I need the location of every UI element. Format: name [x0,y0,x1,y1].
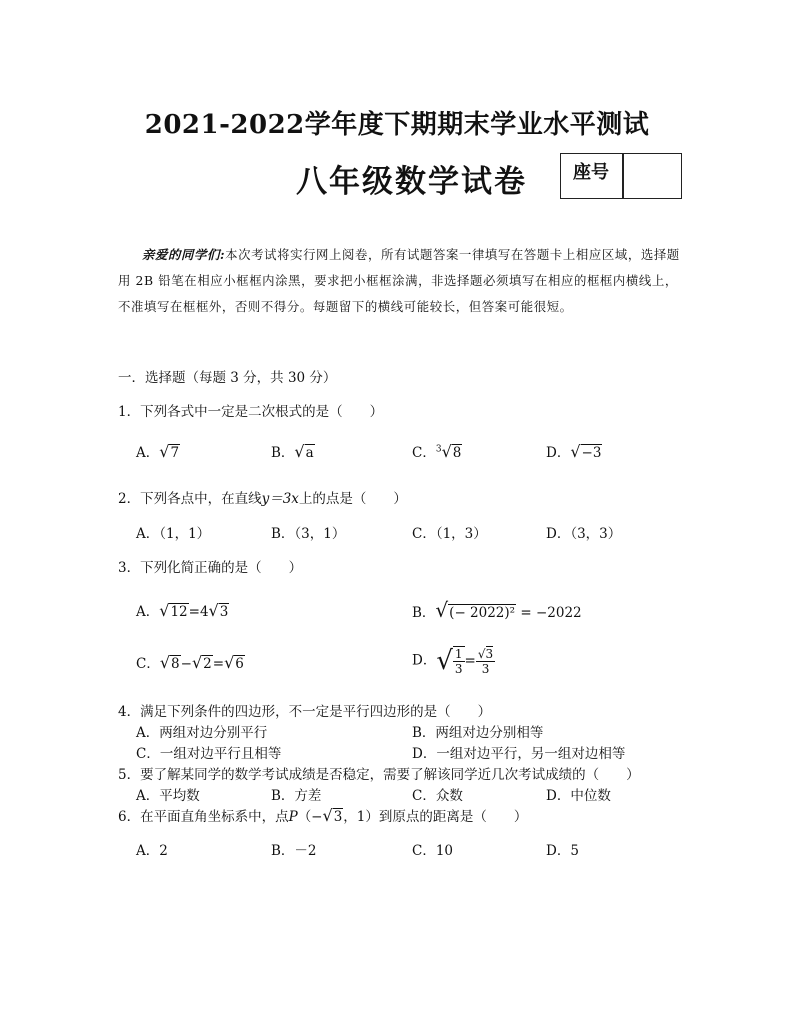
q1-option-d: D．√−3 [546,442,602,461]
q1-d-value: −3 [581,445,602,461]
q3-d-numerator: 1 [454,647,463,661]
q3-c-minus: − [180,656,192,672]
q3-option-d: D．√ $\frac{1}{3}$ = $\frac{√3}{3}$ [412,646,494,676]
q2-equation: y＝3x [261,491,299,507]
q1-a-value: 7 [170,445,180,461]
q3-b-label: B． [412,605,436,621]
q3-d-denominator: 3 [454,662,463,676]
seat-box-divider [622,154,624,198]
q4-option-c: C．一组对边平行且相等 [136,746,282,762]
q3-c-rad1: 8 [171,656,180,672]
q5-option-d: D．中位数 [546,788,611,804]
q2-stem-post: 上的点是（ ） [298,491,407,507]
q3-stem: 3．下列化简正确的是（ ） [118,560,303,576]
q3-option-b: B．√(− 2022)² = −2022 [412,598,582,622]
q1-stem: 1．下列各式中一定是二次根式的是（ ） [118,404,384,420]
q4-option-b: B．两组对边分别相等 [412,725,544,741]
q3-option-a: A．√12=4√3 [136,601,229,620]
q1-option-a: A．√7 [136,442,180,461]
seat-number-box [560,153,682,199]
q5-option-c: C．众数 [412,788,463,804]
q4-option-d: D．一组对边平行，另一组对边相等 [412,746,626,762]
notice-text: 本次考试将实行网上阅卷，所有试题答案一律填写在答题卡上相应区域，选择题用 2B 铅笔在相应小框框内涂黑，要求把小框框涂满，非选择题必须填写在相应的框框内横线上，不准填写在框框外，否则不得分。每题留下的横线可能较长，但答案可能很短。 [118,247,680,314]
q1-d-label: D． [546,445,571,461]
q3-option-c: C．√8−√2=√6 [136,653,244,672]
q3-b-radicand: (− 2022)² [449,605,516,621]
q6-radicand: 3 [333,809,343,825]
q1-c-index: 3 [435,444,442,455]
q3-c-label: C． [136,656,160,672]
q2-option-c: C．（1，3） [412,526,487,542]
exam-title: 2021-2022学年度下期期末学业水平测试 [144,110,650,140]
q3-c-equals: = [212,656,225,672]
q3-a-radicand2: 3 [219,604,229,620]
q2-stem [118,487,407,507]
q6-option-b: B．－2 [271,843,317,859]
notice-lead: 亲爱的同学们: [142,247,226,262]
section-heading: 一．选择题（每题 3 分，共 30 分） [118,370,337,386]
q2-option-b: B．（3，1） [271,526,346,542]
q2-option-d: D．（3，3） [546,526,622,542]
exam-subtitle: 八年级数学试卷 [296,164,527,200]
q2-stem-pre: 2．下列各点中，在直线 [118,491,262,507]
q3-b-equals: = −2022 [516,605,582,621]
q6-stem-mid: （− [297,809,323,825]
q2-option-a: A．（1，1） [136,526,211,542]
seat-label: 座号 [573,162,609,183]
q3-c-rad3: 6 [235,656,244,672]
q5-option-a: A．平均数 [136,788,200,804]
q6-stem: 6．在平面直角坐标系中，点P（−√3，1）到原点的距离是（ ） [118,806,528,825]
q6-option-c: C．10 [412,843,454,859]
q3-d-equals: = [464,653,476,669]
q5-stem: 5．要了解某同学的数学考试成绩是否稳定，需要了解该同学近几次考试成绩的（ ） [118,767,640,783]
q3-a-label: A． [136,604,160,620]
q1-b-value: a [305,445,314,461]
q6-option-a: A．2 [136,843,168,859]
q1-option-b: B．√a [271,442,314,461]
q5-option-b: B．方差 [271,788,322,804]
exam-notice [118,242,684,320]
q6-option-d: D．5 [546,843,579,859]
q6-stem-post: ，1）到原点的距离是（ ） [343,809,528,825]
q3-a-radicand: 12 [170,604,188,620]
q3-a-equals: =4 [188,604,209,620]
q3-c-rad2: 2 [203,656,212,672]
q3-d-denominator2: 3 [481,661,490,676]
q1-c-label: C． [412,445,436,461]
q6-point-p: P [288,809,298,825]
q1-option-c: C．$^3$√8 [412,442,462,461]
q1-c-value: 8 [452,445,462,461]
q4-option-a: A．两组对边分别平行 [136,725,268,741]
q1-b-label: B． [271,445,295,461]
q3-d-label: D． [412,652,437,669]
q3-d-numerator2: 3 [485,646,494,661]
q4-stem: 4．满足下列条件的四边形，不一定是平行四边形的是（ ） [118,704,492,720]
q6-stem-pre: 6．在平面直角坐标系中，点 [118,809,289,825]
q1-a-label: A． [136,445,160,461]
